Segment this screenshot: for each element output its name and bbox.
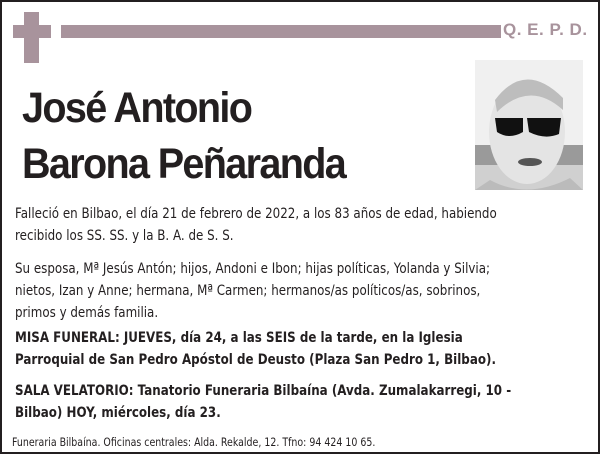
name-line-2: Barona Peñaranda	[22, 140, 346, 188]
text-line: nietos, Izan y Anne; hermana, Mª Carmen; hermanos/as políticos/as, sobrinos,	[15, 283, 481, 299]
text-line: primos y demás familia.	[15, 305, 159, 321]
funeral-home-footer: Funeraria Bilbaína. Oficinas centrales: Alda. Rekalde, 12. Tfno: 94 424 10 65.	[12, 435, 376, 449]
family-list	[15, 258, 490, 324]
qepd-label: Q. E. P. D.	[503, 20, 588, 39]
text-line: Falleció en Bilbao, el día 21 de febrero de 2022, a los 83 años de edad, habiendo	[15, 206, 497, 222]
text-line: Su esposa, Mª Jesús Antón; hijos, Andoni e Ibon; hijas políticas, Yolanda y Silvia;	[15, 261, 491, 277]
wake-info	[15, 380, 511, 424]
text-line: Bilbao) HOY, miércoles, día 23.	[15, 405, 221, 421]
cross-icon-arm	[13, 25, 51, 38]
text-line: Parroquial de San Pedro Apóstol de Deusto (Plaza San Pedro 1, Bilbao).	[15, 352, 496, 368]
text-line: MISA FUNERAL: JUEVES, día 24, a las SEIS de la tarde, en la Iglesia	[15, 330, 463, 346]
funeral-mass	[15, 327, 496, 371]
header-bar	[61, 25, 501, 38]
death-notice	[15, 203, 497, 247]
portrait-photo	[475, 60, 583, 190]
text-line: SALA VELATORIO: Tanatorio Funeraria Bilbaína (Avda. Zumalakarregi, 10 -	[15, 383, 512, 399]
text-line: recibido los SS. SS. y la B. A. de S. S.	[15, 228, 234, 244]
deceased-name	[22, 80, 345, 192]
name-line-1: José Antonio	[22, 84, 252, 132]
